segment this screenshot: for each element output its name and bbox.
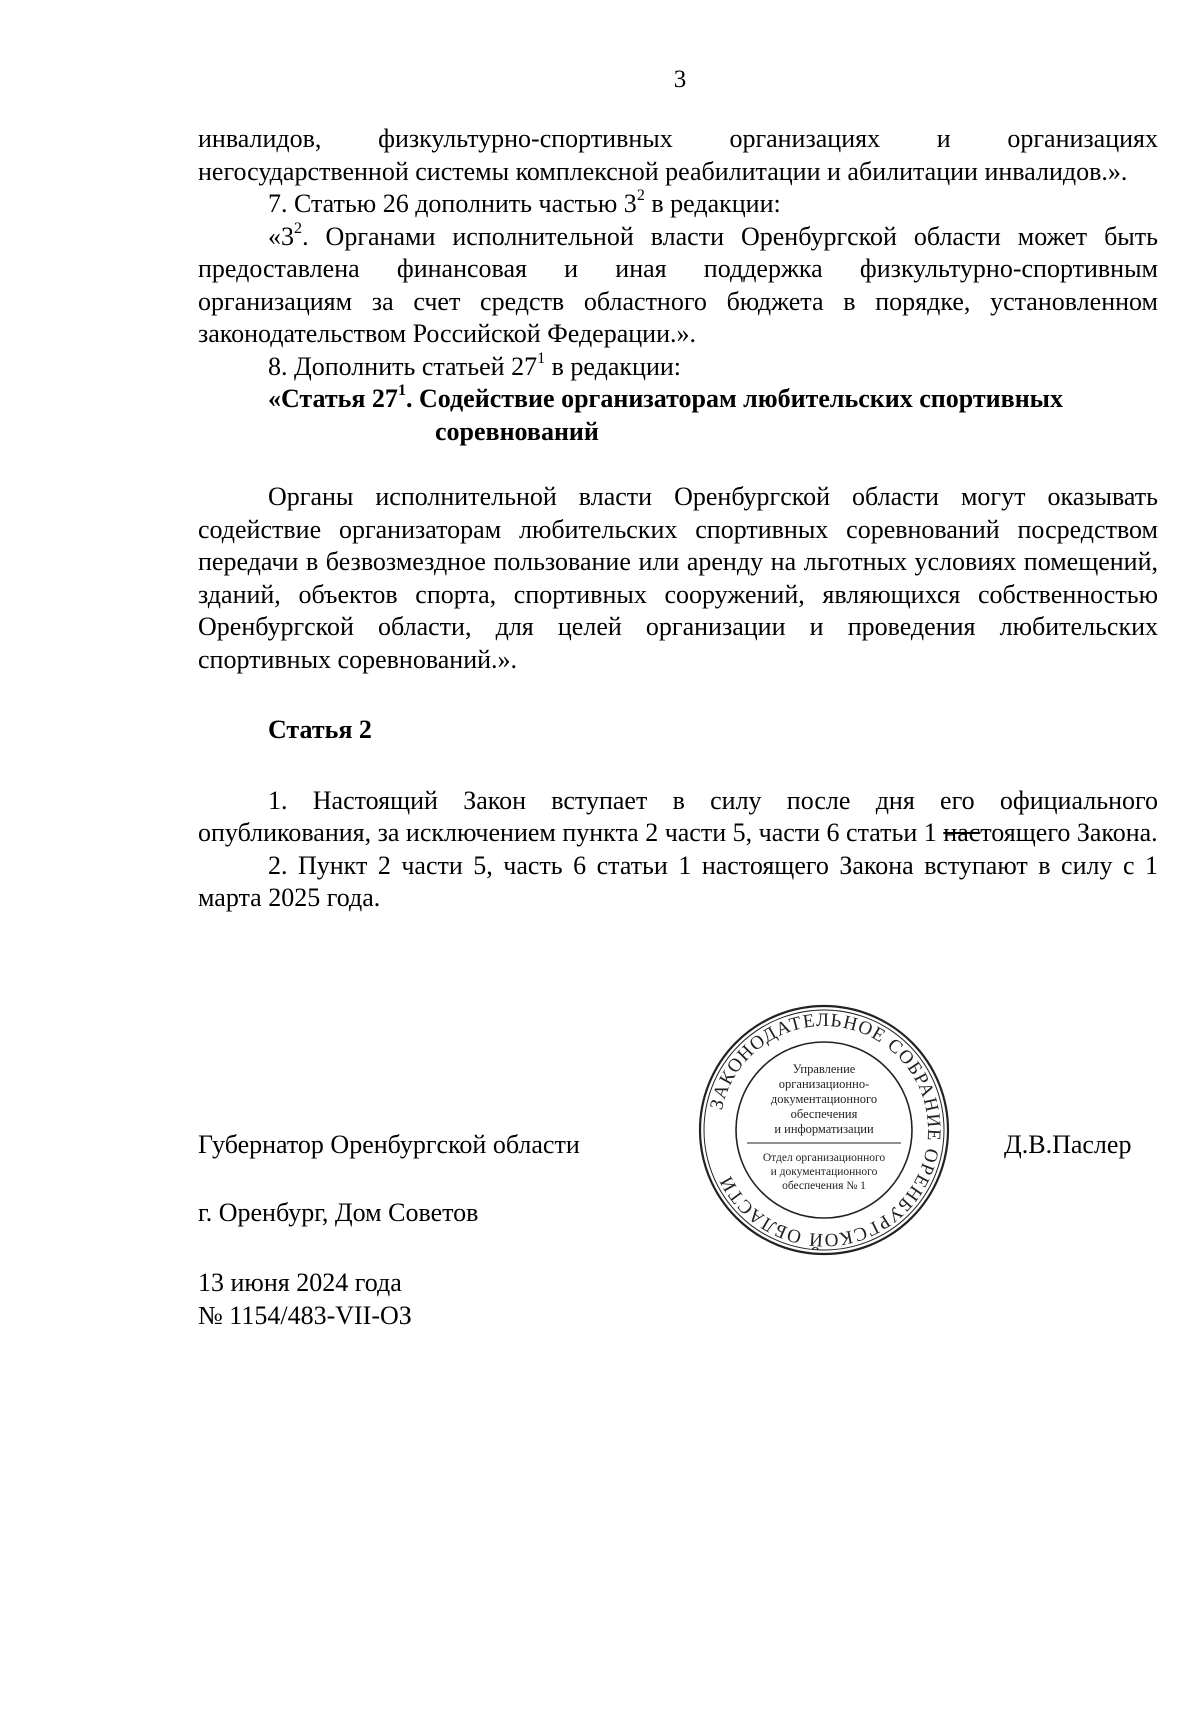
signatory-position: Губернатор Оренбургской области (198, 1130, 580, 1159)
text-span: «3 (268, 221, 294, 251)
seal-inner-line: Управление (792, 1062, 856, 1076)
text-span: 8. Дополнить статьей 27 (268, 351, 538, 381)
text-span: в редакции: (644, 189, 781, 218)
superscript: 2 (636, 186, 645, 204)
heading-line-2: соревнований (435, 416, 599, 446)
seal-inner-line: и информатизации (774, 1122, 874, 1136)
paragraph-item-7 (198, 188, 1158, 221)
seal-dept-line: обеспечения № 1 (782, 1180, 866, 1192)
seal-ring-text: ЗАКОНОДАТЕЛЬНОЕ СОБРАНИЕ ОРЕНБУРГСКОЙ ОБЛАСТИ (706, 1009, 945, 1251)
official-seal-stamp (697, 1003, 951, 1257)
seal-inner-line: документационного (770, 1092, 878, 1106)
paragraph-article-2-item-1 (198, 785, 1158, 850)
seal-inner-line: обеспечения (790, 1107, 858, 1121)
signing-place: г. Оренбург, Дом Советов (198, 1198, 479, 1227)
page-number: 3 (673, 66, 687, 93)
law-number: № 1154/483-VII-ОЗ (198, 1301, 412, 1330)
seal-dept-line: и документационного (770, 1166, 878, 1178)
paragraph-continuation: инвалидов, физкультурно-спортивных организациях и организациях негосударственной системы комплексной реабилитации и абилитации инвалидов.». (198, 124, 1158, 186)
article-27-1-heading (198, 383, 1158, 448)
article-2-heading: Статья 2 (268, 715, 372, 744)
text-span: . Содействие организаторам любительских спортивных (406, 384, 1063, 413)
superscript: 1 (397, 381, 406, 399)
seal-dept-line: Отдел организационного (762, 1152, 886, 1164)
superscript: 1 (537, 349, 546, 367)
text-span: тоящего Закона. (980, 818, 1158, 847)
signatory-name: Д.В.Паслер (1004, 1130, 1132, 1159)
document-body (198, 123, 1158, 915)
signing-date: 13 июня 2024 года (198, 1268, 402, 1297)
seal-inner-line: организационно- (778, 1077, 870, 1091)
text-span: 7. Статью 26 дополнить частью 3 (268, 189, 637, 218)
text-span: . Органами исполнительной власти Оренбургской области может быть предоставлена финансовая и иная поддержка физкультурно-спортивным организациям за счет средств областного бюджета в порядке, установленном законодательством Российской Федерации.». (198, 221, 1158, 348)
paragraph-article-2-item-2: 2. Пункт 2 части 5, часть 6 статьи 1 настоящего Закона вступают в силу с 1 марта 2025 года. (198, 850, 1158, 912)
paragraph-article-27-1-body: Органы исполнительной власти Оренбургской области могут оказывать содействие организаторам любительских спортивных соревнований посредством передачи в безвозмездное пользование или аренду на льготных условиях помещений, зданий, объектов спорта, спортивных сооружений, являющихся собственностью Оренбургской области, для целей организации и проведения любительских спортивных соревнований.». (198, 482, 1158, 674)
text-span: в редакции: (545, 351, 681, 381)
text-span: «Статья 27 (268, 384, 398, 413)
heading-line-1 (198, 383, 1158, 416)
paragraph-item-8 (198, 351, 1158, 384)
text-span: 1. Настоящий Закон вступает в силу после дня его официального опубликования, за исключением пункта 2 части 5, части 6 статьи 1 (198, 785, 1158, 847)
superscript: 2 (294, 219, 303, 237)
paragraph-part-3-2 (198, 221, 1158, 351)
handwritten-correction: нас (943, 818, 981, 847)
